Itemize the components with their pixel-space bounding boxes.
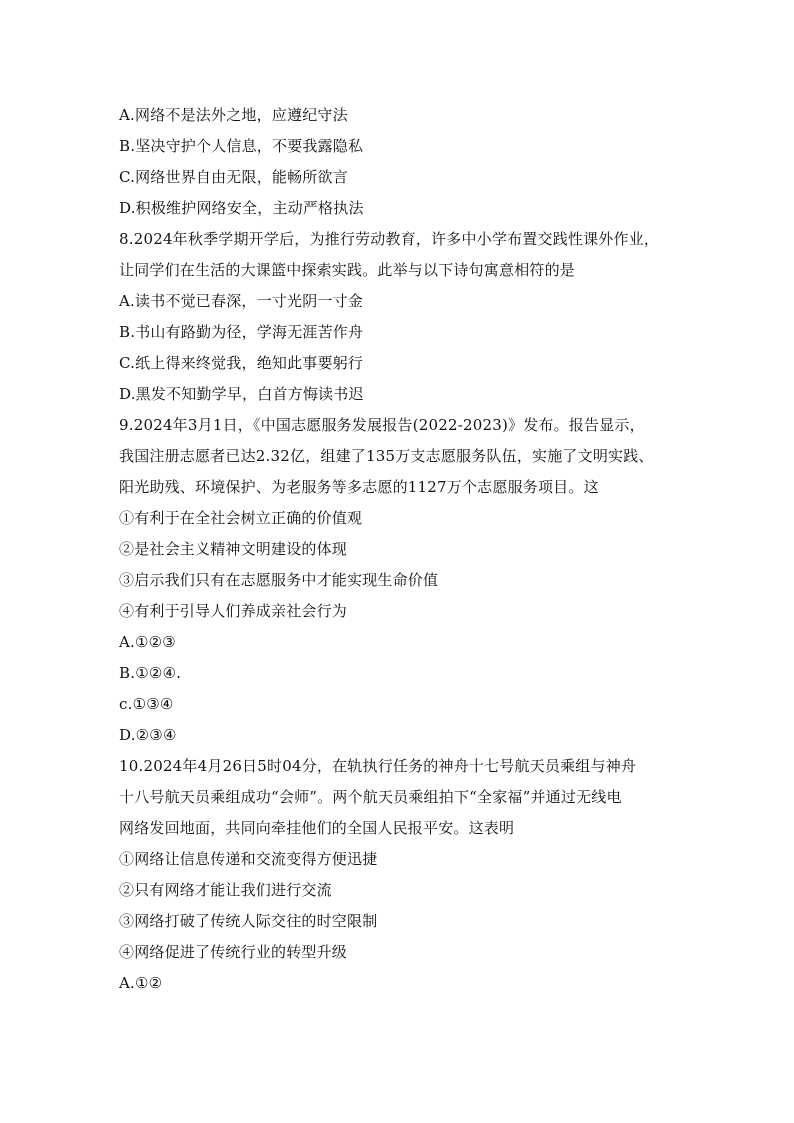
option-line: A.网络不是法外之地，应遵纪守法 xyxy=(119,106,348,124)
question-10-stem: 十八号航天员乘组成功“会师”。两个航天员乘组拍下“全家福”并通过无线电 xyxy=(119,788,622,806)
option-line: A.读书不觉已春深，一寸光阴一寸金 xyxy=(119,292,364,310)
option-line: D.黑发不知勤学早，白首方悔读书迟 xyxy=(119,385,364,403)
option-line: C.网络世界自由无限，能畅所欲言 xyxy=(119,168,348,186)
question-9-stem: 我国注册志愿者已达2.32亿，组建了135万支志愿服务队伍，实施了文明实践、 xyxy=(119,447,654,465)
option-line: A.①② xyxy=(119,974,163,992)
statement-line: ①网络让信息传递和交流变得方便迅捷 xyxy=(119,850,378,868)
question-text-block xyxy=(119,100,699,999)
option-line: C.纸上得来终觉我，绝知此事要躬行 xyxy=(119,354,364,372)
option-line: B.①②④. xyxy=(119,664,182,682)
option-line: B.坚决守护个人信息，不要我露隐私 xyxy=(119,137,364,155)
question-10-stem: 10.2024年4月26日5时04分，在轨执行任务的神舟十七号航天员乘组与神舟 xyxy=(119,757,637,775)
question-9-stem: 阳光助残、环境保护、为老服务等多志愿的1127万个志愿服务项目。这 xyxy=(119,478,599,496)
option-line: A.①②③ xyxy=(119,633,176,651)
option-line: D.积极维护网络安全，主动严格执法 xyxy=(119,199,364,217)
statement-line: ③启示我们只有在志愿服务中才能实现生命价值 xyxy=(119,571,439,589)
statement-line: ②是社会主义精神文明建设的体现 xyxy=(119,540,348,558)
question-9-stem: 9.2024年3月1日，《中国志愿服务发展报告(2022-2023)》发布。报告显示， xyxy=(119,416,645,434)
option-line: c.①③④ xyxy=(119,695,174,713)
statement-line: ②只有网络才能让我们进行交流 xyxy=(119,881,332,899)
statement-line: ④有利于引导人们养成亲社会行为 xyxy=(119,602,348,620)
option-line: D.②③④ xyxy=(119,726,177,744)
statement-line: ①有利于在全社会树立正确的价值观 xyxy=(119,509,363,527)
question-10-stem: 网络发回地面，共同向牵挂他们的全国人民报平安。这表明 xyxy=(119,819,515,837)
question-8-stem: 让同学们在生活的大课篮中探索实践。此举与以下诗句寓意相符的是 xyxy=(119,261,576,279)
statement-line: ③网络打破了传统人际交往的时空限制 xyxy=(119,912,378,930)
option-line: B.书山有路勤为径，学海无涯苦作舟 xyxy=(119,323,364,341)
statement-line: ④网络促进了传统行业的转型升级 xyxy=(119,943,348,961)
question-8-stem: 8.2024年秋季学期开学后，为推行劳动教育，许多中小学布置交践性课外作业， xyxy=(119,230,660,248)
